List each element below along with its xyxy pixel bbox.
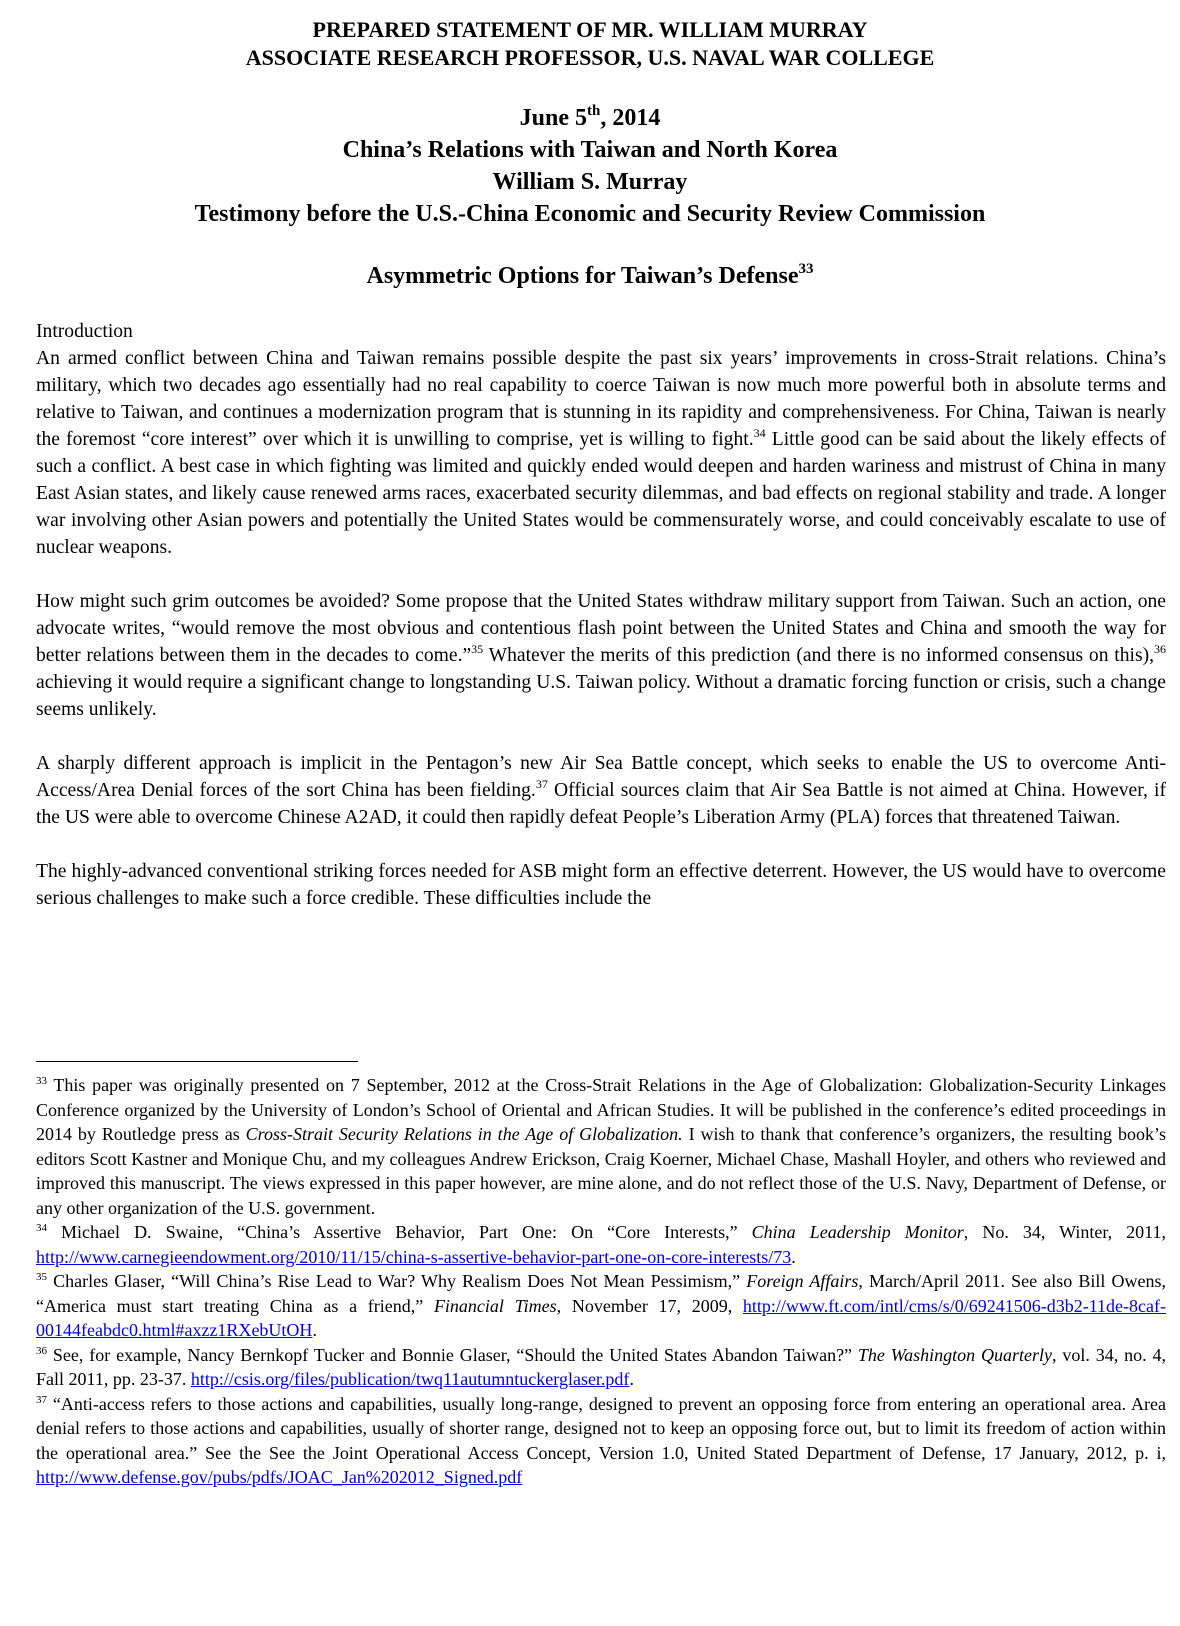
paragraph-4: The highly-advanced conventional striking forces needed for ASB might form an effective deterrent. However, the US would have to overcome serious challenges to make such a force credible. These difficulties include the <box>36 861 1166 909</box>
testimony-author: William S. Murray <box>492 169 688 195</box>
footnote-35: $^{35}$ Charles Glaser, “Will China’s Rise Lead to War? Why Realism Does Not Mean Pessimism,” Foreign Affairs, March/April 2011. See also Bill Owens, “America must start treating China as a friend,” Financial Times, November 17, 2009, http://www.ft.com/intl/cms/s/0/69241506-d3b2-11de-8caf-00144feabdc0.html#axzz1RXebUtOH. <box>36 1271 1167 1340</box>
footnote-34: $^{34}$ Michael D. Swaine, “China’s Assertive Behavior, Part One: On “Core Interests,” China Leadership Monitor, No. 34, Winter, 2011, http://www.carnegieendowment.org/2010/11/15/china-s-assertive-behavior-part-one-on-core-interests/73. <box>36 1222 1166 1267</box>
footnote-33: $^{33}$ This paper was originally presented on 7 September, 2012 at the Cross-Strait Relations in the Age of Globalization: Globalization-Security Linkages Conference organized by the University of London’s School of Oriental and African Studies. It will be published in the conference’s edited proceedings in 2014 by Routledge press as Cross-Strait Security Relations in the Age of Globalization. I wish to thank that conference’s organizers, the resulting book’s editors Scott Kastner and Monique Chu, and my colleagues Andrew Erickson, Craig Koerner, Michael Chase, Mashall Hoyler, and others who reviewed and improved this manuscript. The views expressed in this paper however, are mine alone, and do not reflect those of the U.S. Navy, Department of Defense, or any other organization of the U.S. government. <box>36 1075 1166 1218</box>
section-heading: Introduction <box>36 321 133 342</box>
paper-title: Asymmetric Options for Taiwan’s Defense$^{33}$ <box>366 261 814 289</box>
footnote-37: $^{37}$ “Anti-access refers to those actions and capabilities, usually long-range, designed to prevent an opposing force from entering an operational area. Area denial refers to those actions and capabilities, usually of shorter range, designed not to keep an opposing force out, but to limit its freedom of action within the operational area.” See the See the Joint Operational Access Concept, Version 1.0, United Stated Department of Defense, 17 January, 2012, p. i, http://www.defense.gov/pubs/pdfs/JOAC_Jan%202012_Signed.pdf <box>36 1393 1166 1487</box>
testimony-subject: China’s Relations with Taiwan and North Korea <box>342 137 838 163</box>
footnote-ref-35[interactable]: 35 <box>471 642 484 656</box>
footnote-35-link[interactable]: http://www.ft.com/intl/cms/s/0/69241506-d3b2-11de-8caf-00144feabdc0.html#axzz1RXebUtOH <box>36 1295 1167 1340</box>
footnote-34-link[interactable]: http://www.carnegieendowment.org/2010/11/15/china-s-assertive-behavior-part-one-on-core-interests/73 <box>36 1246 792 1267</box>
footnote-ref-36[interactable]: 36 <box>1154 642 1167 656</box>
testimony-header <box>0 102 1180 230</box>
statement-header <box>0 16 1180 72</box>
testimony-venue: Testimony before the U.S.-China Economic and Security Review Commission <box>194 201 986 227</box>
paragraph-3: A sharply different approach is implicit in the Pentagon’s new Air Sea Battle concept, which seeks to enable the US to overcome Anti-Access/Area Denial forces of the sort China has been fielding.$^{37}$ Official sources claim that Air Sea Battle is not aimed at China. However, if the US were able to overcome Chinese A2AD, it could then rapidly defeat People’s Liberation Army (PLA) forces that threatened Taiwan. <box>36 753 1166 828</box>
footnotes <box>36 1073 1166 1490</box>
paragraph-1: An armed conflict between China and Taiwan remains possible despite the past six years’ improvements in cross-Strait relations. China’s military, which two decades ago essentially had no real capability to coerce Taiwan is now much more powerful both in absolute terms and relative to Taiwan, and continues a modernization program that is stunning in its rapidity and comprehensiveness. For China, Taiwan is nearly the foremost “core interest” over which it is unwilling to comprise, yet is willing to fight.$^{34}$ Little good can be said about the likely effects of such a conflict. A best case in which fighting was limited and quickly ended would deepen and harden wariness and mistrust of China in many East Asian states, and likely cause renewed arms races, exacerbated security dilemmas, and bad effects on regional stability and trade. A longer war involving other Asian powers and potentially the United States would be commensurately worse, and could conceivably escalate to use of nuclear weapons. <box>36 348 1166 558</box>
footnote-ref-33[interactable]: 33 <box>798 261 814 277</box>
footnote-36: $^{36}$ See, for example, Nancy Bernkopf Tucker and Bonnie Glaser, “Should the United States Abandon Taiwan?” The Washington Quarterly, vol. 34, no. 4, Fall 2011, pp. 23-37. http://csis.org/files/publication/twq11autumntuckerglaser.pdf. <box>36 1344 1166 1389</box>
footnote-ref-37[interactable]: 37 <box>535 777 548 791</box>
footnote-37-link[interactable]: http://www.defense.gov/pubs/pdfs/JOAC_Jan%202012_Signed.pdf <box>36 1467 523 1487</box>
paragraph-2: How might such grim outcomes be avoided? Some propose that the United States withdraw military support from Taiwan. Such an action, one advocate writes, “would remove the most obvious and contentious flash point between the United States and China and smooth the way for better relations between them in the decades to come.”$^{35}$ Whatever the merits of this prediction (and there is no informed consensus on this),$^{36}$ achieving it would require a significant change to longstanding U.S. Taiwan policy. Without a dramatic forcing function or crisis, such a change seems unlikely. <box>36 591 1167 720</box>
body-text <box>36 318 1166 912</box>
footnote-36-link[interactable]: http://csis.org/files/publication/twq11autumntuckerglaser.pdf <box>190 1369 630 1389</box>
footnote-ref-34[interactable]: 34 <box>753 426 766 440</box>
footnote-separator <box>36 1061 358 1062</box>
statement-header-line2: ASSOCIATE RESEARCH PROFESSOR, U.S. NAVAL WAR COLLEGE <box>245 45 935 70</box>
statement-header-line1: PREPARED STATEMENT OF MR. WILLIAM MURRAY <box>312 17 868 42</box>
testimony-date: June 5th, 2014 <box>519 103 661 131</box>
